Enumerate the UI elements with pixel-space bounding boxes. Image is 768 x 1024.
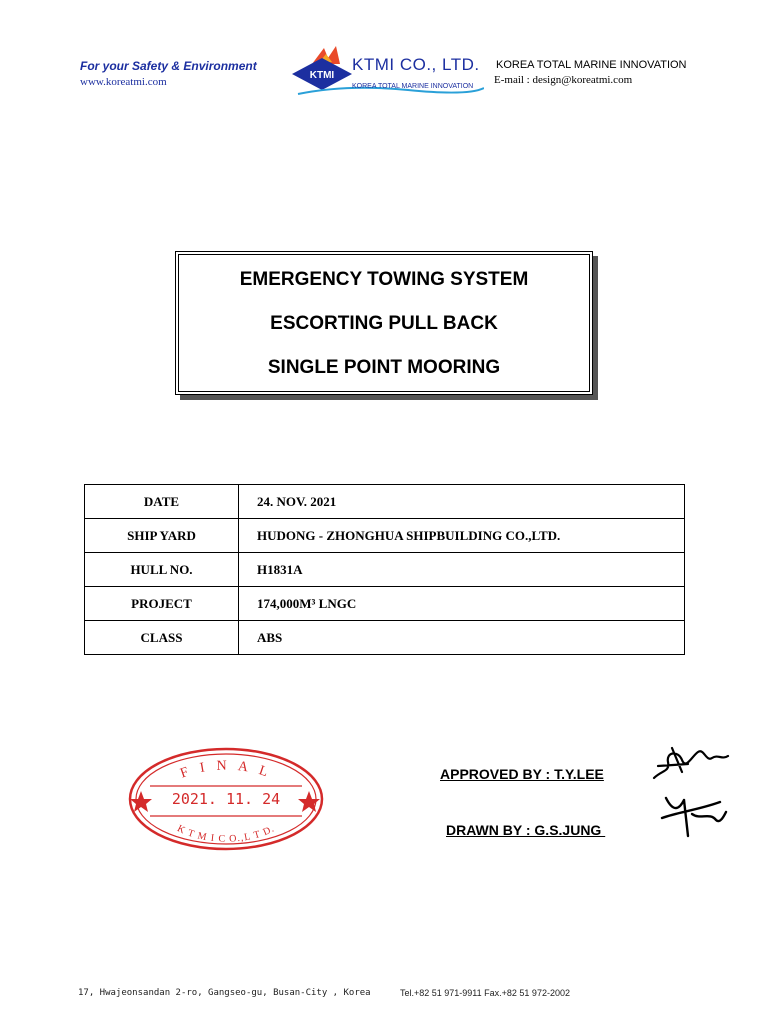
footer-address: 17, Hwajeonsandan 2-ro, Gangseo-gu, Busan-City , Korea (78, 988, 371, 998)
title-line-3: SINGLE POINT MOORING (267, 357, 501, 378)
approver-signature (648, 742, 738, 788)
table-row (85, 485, 685, 519)
info-table (84, 484, 685, 655)
drafter-signature (658, 790, 728, 842)
stamp-bottom-text: K T M I C O.,L T D. (175, 823, 277, 845)
title-line-2: ESCORTING PULL BACK (270, 313, 498, 334)
company-full-name: KOREA TOTAL MARINE INNOVATION (496, 59, 687, 71)
title-box (175, 251, 593, 395)
company-name: KTMI CO., LTD. (352, 55, 480, 74)
row-value: ABS (239, 621, 685, 655)
table-row (85, 587, 685, 621)
footer-contact: Tel.+82 51 971-9911 Fax.+82 51 972-2002 (400, 988, 570, 998)
website-link[interactable]: www.koreatmi.com (80, 76, 167, 88)
svg-text:F I N A L (178, 759, 273, 782)
row-value: H1831A (239, 553, 685, 587)
table-row (85, 519, 685, 553)
approved-by: APPROVED BY : T.Y.LEE (440, 766, 604, 782)
row-value: 24. NOV. 2021 (239, 485, 685, 519)
row-label: CLASS (85, 621, 239, 655)
stamp-top-text: F I N A L (178, 758, 274, 782)
row-label: SHIP YARD (85, 519, 239, 553)
table-row (85, 553, 685, 587)
company-subtitle: KOREA TOTAL MARINE INNOVATION (352, 83, 474, 90)
svg-text:K T M I C O.,L T D. (175, 823, 276, 845)
row-label: HULL NO. (85, 553, 239, 587)
drawn-by: DRAWN BY : G.S.JUNG (446, 822, 606, 838)
stamp-date: 2021. 11. 24 (171, 790, 281, 808)
row-value: HUDONG - ZHONGHUA SHIPBUILDING CO.,LTD. (239, 519, 685, 553)
row-value: 174,000M³ LNGC (239, 587, 685, 621)
table-row (85, 621, 685, 655)
row-label: DATE (85, 485, 239, 519)
row-label: PROJECT (85, 587, 239, 621)
company-email[interactable]: E-mail : design@koreatmi.com (494, 74, 633, 86)
tagline: For your Safety & Environment (80, 59, 257, 73)
title-line-1: EMERGENCY TOWING SYSTEM (239, 269, 529, 290)
logo-badge-text: KTMI (309, 70, 335, 81)
